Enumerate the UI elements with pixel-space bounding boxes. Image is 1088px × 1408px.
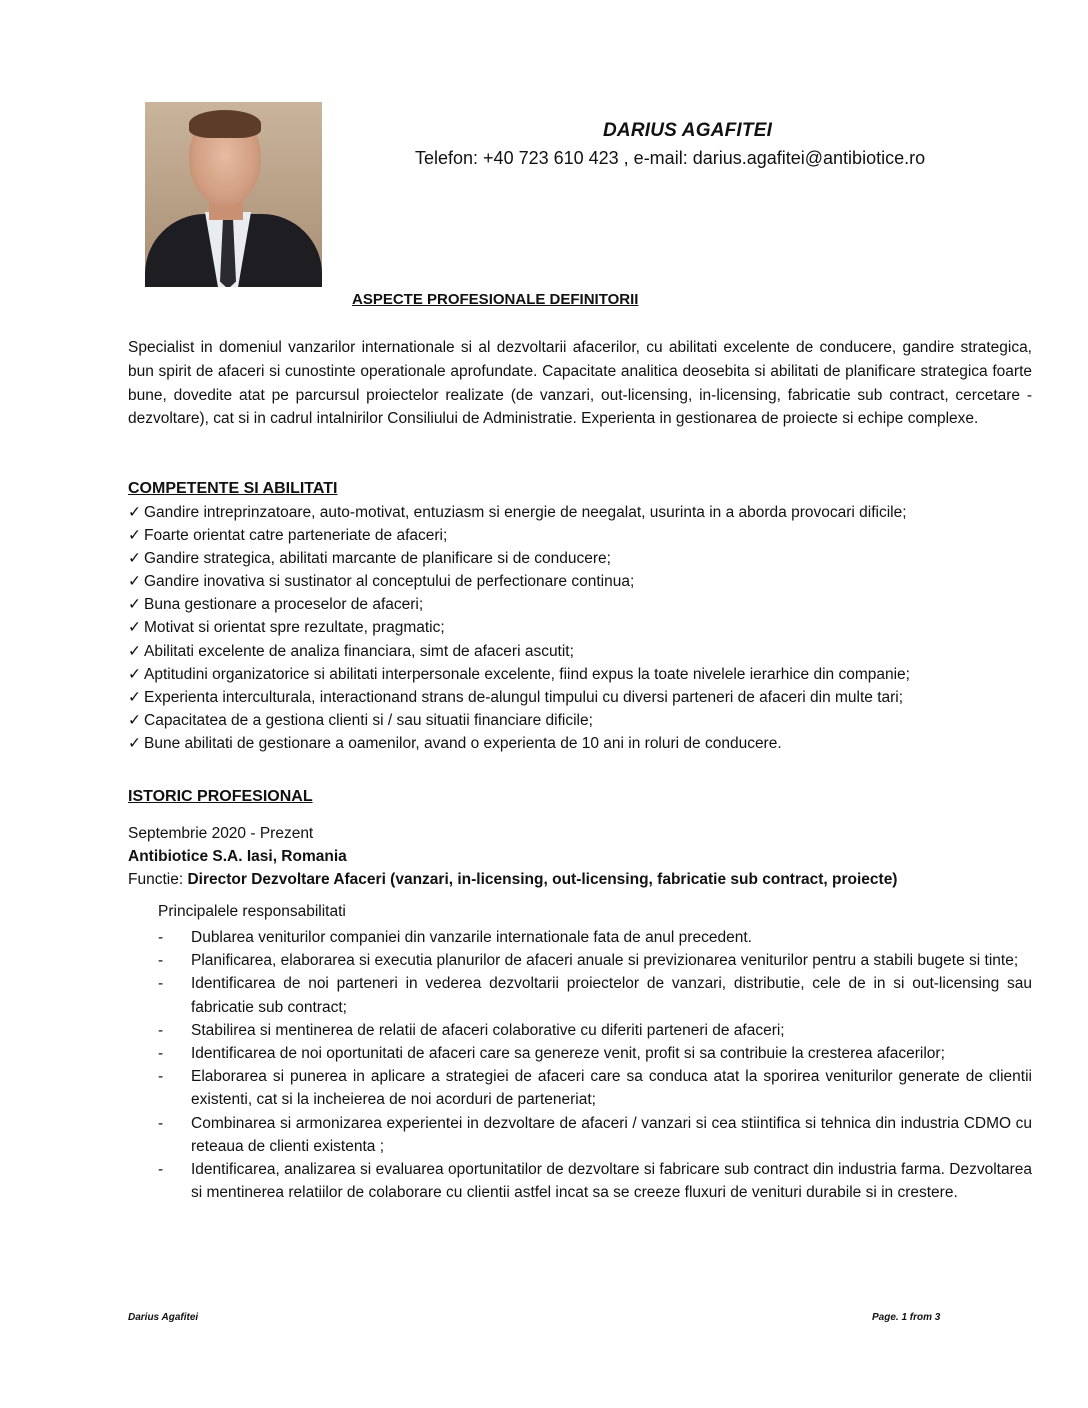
contact-line: Telefon: +40 723 610 423 , e-mail: darius.agafitei@antibiotice.ro xyxy=(415,148,926,168)
skill-item: ✓ Abilitati excelente de analiza financiara, simt de afaceri ascutit; xyxy=(128,640,1048,663)
responsibilities-list xyxy=(158,926,1032,1204)
job-role: Director Dezvoltare Afaceri (vanzari, in-licensing, out-licensing, fabricatie sub contract, proiecte) xyxy=(187,871,898,888)
profile-summary: Specialist in domeniul vanzarilor internationale si al dezvoltarii afacerilor, cu abilitati excelente de conducere, gandire strategica, bun spirit de afaceri si cunostinte operationale aprofundate. Capacitate analitica deosebita si abilitati de planificare strategica foarte bune, dovedite atat pe parcursul proiectelor realizate (de vanzari, out-licensing, in-licensing, fabricatie sub contract, cercetare - dezvoltare), cat si in cadrul intalnirilor Consiliului de Administratie. Experienta in gestionarea de proiecte si echipe complexe. xyxy=(128,339,1032,428)
job-function xyxy=(128,868,1048,891)
checkmark-icon: ✓ xyxy=(128,573,141,591)
responsibility-item: - Planificarea, elaborarea si executia planurilor de afaceri anuale si previzionarea veniturilor pentru a stabili bugete si tinte; xyxy=(158,949,1032,972)
responsibility-item: - Identificarea de noi oportunitati de afaceri care sa genereze venit, profit si sa contribuie la cresterea afacerilor; xyxy=(158,1042,1032,1065)
checkmark-icon: ✓ xyxy=(128,711,141,729)
skills-heading: COMPETENTE SI ABILITATI xyxy=(128,480,338,497)
skill-item: ✓ Gandire intreprinzatoare, auto-motivat, entuziasm si energie de neegalat, usurinta in a aborda provocari dificile; xyxy=(128,501,1048,524)
skill-item: ✓ Gandire strategica, abilitati marcante de planificare si de conducere; xyxy=(128,547,1048,570)
checkmark-icon: ✓ xyxy=(128,688,141,706)
dash-bullet-icon: - xyxy=(158,1021,164,1039)
responsibility-item: - Identificarea, analizarea si evaluarea oportunitatilor de dezvoltare si fabricare sub contract din industria farma. Dezvoltarea si mentinerea relatiilor de colaborare cu clientii astfel incat sa se creeze fluxuri de venituri durabile si in crestere. xyxy=(158,1158,1032,1204)
job-company: Antibiotice S.A. Iasi, Romania xyxy=(128,848,347,865)
checkmark-icon: ✓ xyxy=(128,734,141,752)
checkmark-icon: ✓ xyxy=(128,550,141,568)
responsibility-item: - Stabilirea si mentinerea de relatii de afaceri colaborative cu diferiti parteneri de afaceri; xyxy=(158,1019,1032,1042)
dash-bullet-icon: - xyxy=(158,1114,164,1132)
checkmark-icon: ✓ xyxy=(128,642,141,660)
profile-heading: ASPECTE PROFESIONALE DEFINITORII xyxy=(352,291,639,308)
job-function-label: Functie: xyxy=(128,871,188,888)
checkmark-icon: ✓ xyxy=(128,527,141,545)
dash-bullet-icon: - xyxy=(158,1161,164,1179)
checkmark-icon: ✓ xyxy=(128,504,141,521)
skill-item: ✓ Motivat si orientat spre rezultate, pragmatic; xyxy=(128,616,1048,639)
checkmark-icon: ✓ xyxy=(128,665,141,683)
footer-page-number: Page. 1 from 3 xyxy=(872,1312,941,1323)
candidate-name: DARIUS AGAFITEI xyxy=(603,120,773,141)
skill-item: ✓ Foarte orientat catre parteneriate de afaceri; xyxy=(128,524,1048,547)
responsibility-item: - Elaborarea si punerea in aplicare a strategiei de afaceri care sa conduca atat la sporirea veniturilor generate de clientii existenti, cat si la incheierea de noi acorduri de parteneriat; xyxy=(158,1065,1032,1111)
profile-photo xyxy=(145,102,322,287)
skill-item: ✓ Gandire inovativa si sustinator al conceptului de perfectionare continua; xyxy=(128,570,1048,593)
responsibility-item: - Dublarea veniturilor companiei din vanzarile internationale fata de anul precedent. xyxy=(158,926,1032,949)
skill-item: ✓ Buna gestionare a proceselor de afaceri; xyxy=(128,593,1048,616)
footer-author: Darius Agafitei xyxy=(128,1312,199,1323)
responsibility-item: - Identificarea de noi parteneri in vederea dezvoltarii proiectelor de vanzari, distributie, cele de in si out-licensing sau fabricatie sub contract; xyxy=(158,972,1032,1018)
dash-bullet-icon: - xyxy=(158,929,164,946)
checkmark-icon: ✓ xyxy=(128,619,141,637)
skill-item: ✓ Capacitatea de a gestiona clienti si / sau situatii financiare dificile; xyxy=(128,709,1048,732)
responsibility-item: - Combinarea si armonizarea experientei in dezvoltare de afaceri / vanzari si cea stiintifica si tehnica din industria CDMO cu reteaua de clienti existenta ; xyxy=(158,1112,1032,1158)
photo-hair xyxy=(189,110,261,138)
skills-list xyxy=(128,501,1048,755)
dash-bullet-icon: - xyxy=(158,1045,164,1063)
skill-item: ✓ Aptitudini organizatorice si abilitati interpersonale excelente, fiind expus la toate nivelele ierarhice din companie; xyxy=(128,663,1048,686)
dash-bullet-icon: - xyxy=(158,975,164,993)
skill-item: ✓ Bune abilitati de gestionare a oamenilor, avand o experienta de 10 ani in roluri de conducere. xyxy=(128,732,1048,755)
responsibilities-heading: Principalele responsabilitati xyxy=(158,903,346,920)
job-period: Septembrie 2020 - Prezent xyxy=(128,825,314,842)
history-heading: ISTORIC PROFESIONAL xyxy=(128,788,313,805)
job-entry xyxy=(128,822,1048,891)
dash-bullet-icon: - xyxy=(158,1068,164,1086)
checkmark-icon: ✓ xyxy=(128,596,141,614)
dash-bullet-icon: - xyxy=(158,952,164,970)
skill-item: ✓ Experienta interculturala, interactionand strans de-alungul timpului cu diversi parteneri de afaceri din multe tari; xyxy=(128,686,1048,709)
